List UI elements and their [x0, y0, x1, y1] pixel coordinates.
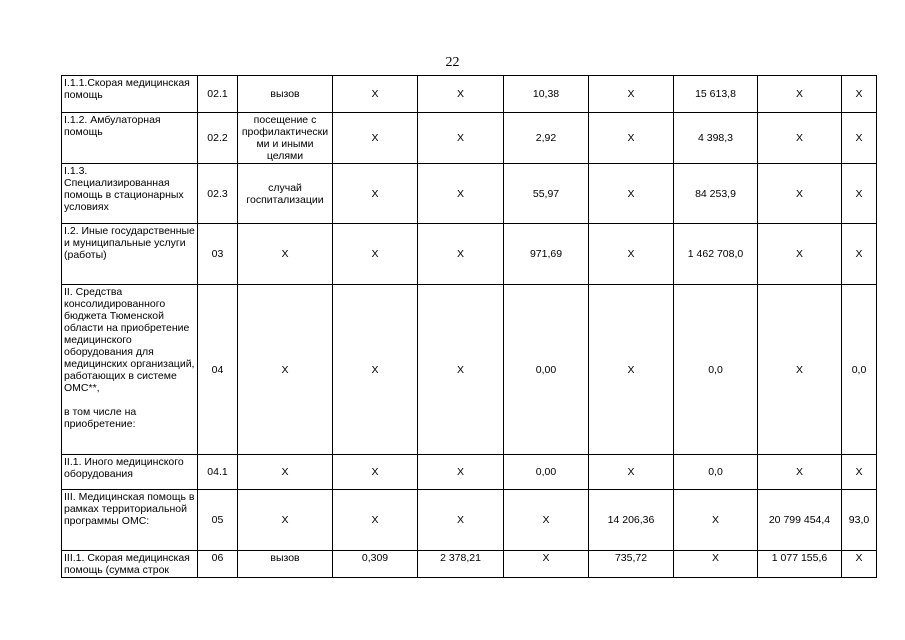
row-value: Х: [333, 490, 418, 551]
row-value: 15 613,8: [674, 76, 758, 113]
row-value: 0,00: [504, 285, 589, 455]
row-unit: Х: [238, 224, 333, 285]
row-code: 02.2: [198, 113, 238, 164]
page-number: 22: [445, 55, 460, 70]
row-value: Х: [758, 285, 842, 455]
row-unit: Х: [238, 455, 333, 490]
row-value: 1 077 155,6: [758, 551, 842, 578]
row-value: Х: [589, 455, 674, 490]
row-value: Х: [758, 113, 842, 164]
row-value: Х: [333, 113, 418, 164]
row-code: 02.1: [198, 76, 238, 113]
table-row: [62, 455, 877, 490]
row-value: Х: [758, 164, 842, 224]
table-row: [62, 551, 877, 578]
row-value: 93,0: [842, 490, 877, 551]
row-name: II. Средства консолидированного бюджета Тюменской области на приобретение медицинского оборудования для медицинских организаций, работающих в системе ОМС**, в том числе на приобретение:: [62, 285, 198, 455]
row-value: Х: [333, 455, 418, 490]
row-value: Х: [758, 455, 842, 490]
row-value: 0,0: [674, 455, 758, 490]
row-value: Х: [418, 164, 504, 224]
table-row: [62, 113, 877, 164]
row-name: III. Медицинская помощь в рамках территориальной программы ОМС:: [62, 490, 198, 551]
row-value: Х: [758, 76, 842, 113]
row-value: 735,72: [589, 551, 674, 578]
table-row: [62, 164, 877, 224]
table-row: [62, 490, 877, 551]
row-value: Х: [589, 285, 674, 455]
row-unit: Х: [238, 490, 333, 551]
row-value: Х: [418, 76, 504, 113]
row-unit: случай госпитализации: [238, 164, 333, 224]
row-code: 02.3: [198, 164, 238, 224]
row-value: 4 398,3: [674, 113, 758, 164]
row-unit: посещение с профилактически ми и иными целями: [238, 113, 333, 164]
row-value: Х: [758, 224, 842, 285]
row-value: Х: [418, 224, 504, 285]
row-value: Х: [842, 113, 877, 164]
row-code: 05: [198, 490, 238, 551]
row-name: I.1.1.Скорая медицинская помощь: [62, 76, 198, 113]
row-value: Х: [842, 76, 877, 113]
row-value: 55,97: [504, 164, 589, 224]
row-value: Х: [589, 76, 674, 113]
row-name: II.1. Иного медицинского оборудования: [62, 455, 198, 490]
row-code: 04.1: [198, 455, 238, 490]
row-value: Х: [418, 113, 504, 164]
table-row: [62, 285, 877, 455]
row-value: Х: [589, 224, 674, 285]
row-value: 20 799 454,4: [758, 490, 842, 551]
row-value: 0,00: [504, 455, 589, 490]
row-value: 0,309: [333, 551, 418, 578]
row-code: 03: [198, 224, 238, 285]
row-unit: Х: [238, 285, 333, 455]
row-unit: вызов: [238, 76, 333, 113]
row-value: Х: [333, 224, 418, 285]
row-value: Х: [842, 455, 877, 490]
row-value: Х: [504, 551, 589, 578]
row-value: Х: [418, 490, 504, 551]
row-value: Х: [418, 455, 504, 490]
row-value: Х: [333, 285, 418, 455]
row-value: Х: [589, 164, 674, 224]
table-row: [62, 76, 877, 113]
row-name: I.1.2. Амбулаторная помощь: [62, 113, 198, 164]
funding-table: [61, 75, 877, 578]
row-value: Х: [842, 164, 877, 224]
row-value: 84 253,9: [674, 164, 758, 224]
row-unit: вызов: [238, 551, 333, 578]
row-value: 14 206,36: [589, 490, 674, 551]
row-value: Х: [842, 551, 877, 578]
row-value: Х: [674, 551, 758, 578]
row-name: I.1.3. Специализированная помощь в стационарных условиях: [62, 164, 198, 224]
row-value: Х: [589, 113, 674, 164]
row-value: 0,0: [842, 285, 877, 455]
row-value: 1 462 708,0: [674, 224, 758, 285]
row-value: Х: [333, 76, 418, 113]
row-code: 04: [198, 285, 238, 455]
row-value: 2,92: [504, 113, 589, 164]
table-row: [62, 224, 877, 285]
row-value: Х: [418, 285, 504, 455]
row-value: Х: [674, 490, 758, 551]
row-name: III.1. Скорая медицинская помощь (сумма строк: [62, 551, 198, 578]
row-value: Х: [504, 490, 589, 551]
row-value: 971,69: [504, 224, 589, 285]
row-name: I.2. Иные государственные и муниципальные услуги (работы): [62, 224, 198, 285]
row-value: 10,38: [504, 76, 589, 113]
row-code: 06: [198, 551, 238, 578]
row-value: Х: [842, 224, 877, 285]
row-value: 0,0: [674, 285, 758, 455]
row-value: Х: [333, 164, 418, 224]
row-value: 2 378,21: [418, 551, 504, 578]
